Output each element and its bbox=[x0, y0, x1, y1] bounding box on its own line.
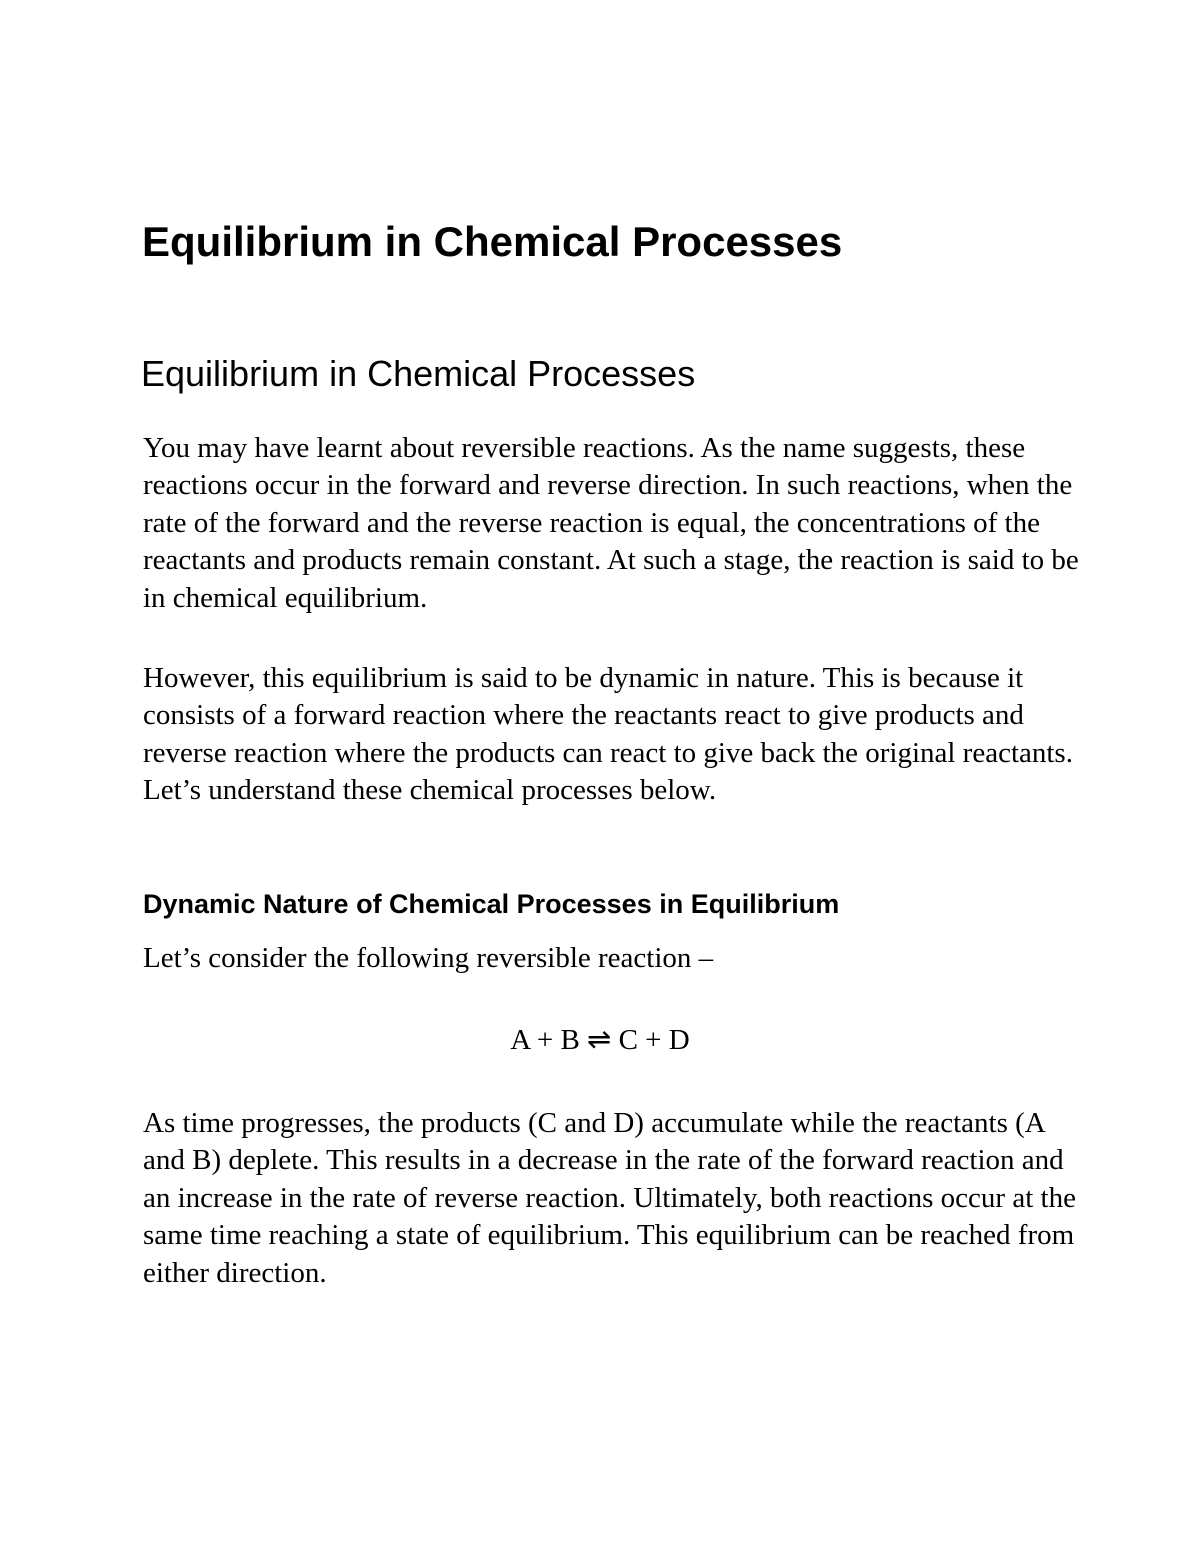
section-heading: Dynamic Nature of Chemical Processes in Equilibrium bbox=[143, 889, 840, 919]
document-title: Equilibrium in Chemical Processes bbox=[142, 218, 843, 265]
paragraph-time-progression: As time progresses, the products (C and D) accumulate while the reactants (A and B) deplete. This results in a decrease in the rate of the forward reaction and an increase in the rate of reverse reaction. Ultimately, both reactions occur at the same time reaching a state of equilibrium. This equilibrium can be reached from either direction. bbox=[143, 1107, 1076, 1289]
paragraph-reversible-reactions: You may have learnt about reversible reactions. As the name suggests, these reactions occur in the forward and reverse direction. In such reactions, when the rate of the forward and the reverse reaction is equal, the concentrations of the reactants and products remain constant. At such a stage, the reaction is said to be in chemical equilibrium. bbox=[143, 432, 1079, 614]
reaction-equation: A + B ⇌ C + D bbox=[510, 1024, 690, 1056]
document-subtitle: Equilibrium in Chemical Processes bbox=[141, 353, 696, 394]
intro-line: Let’s consider the following reversible reaction – bbox=[143, 942, 714, 974]
paragraph-dynamic-equilibrium: However, this equilibrium is said to be dynamic in nature. This is because it consists of a forward reaction where the reactants react to give products and reverse reaction where the products can react to give back the original reactants. Let’s understand these chemical processes below. bbox=[143, 662, 1073, 807]
